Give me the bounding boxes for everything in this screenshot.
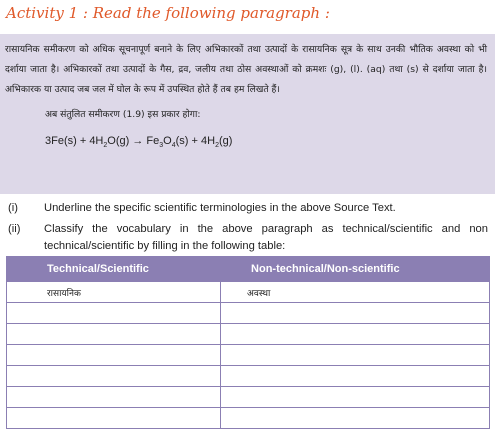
table-header-row	[7, 257, 490, 282]
chemical-equation	[45, 132, 487, 155]
cell-non-technical[interactable]	[221, 366, 490, 387]
table-row	[7, 324, 490, 345]
cell-technical[interactable]	[7, 387, 221, 408]
subscript: 4	[171, 142, 176, 150]
cell-non-technical[interactable]	[221, 387, 490, 408]
cell-technical[interactable]: रासायनिक	[7, 282, 221, 303]
question-text: Classify the vocabulary in the above paragraph as technical/scientific and non technical/scientific by filling in the following table:	[44, 223, 488, 252]
subscript: 3	[159, 142, 164, 150]
equation-intro: अब संतुलित समीकरण (1.9) इस प्रकार होगा:	[45, 109, 201, 120]
equation-part: O(g) → Fe	[107, 135, 160, 147]
cell-technical[interactable]	[7, 366, 221, 387]
equation-part: O	[163, 135, 172, 147]
cell-non-technical[interactable]	[221, 324, 490, 345]
equation-part: 3Fe(s) + 4H	[45, 135, 104, 147]
cell-technical[interactable]	[7, 408, 221, 429]
cell-technical[interactable]	[7, 324, 221, 345]
equation-part: (s) + 4H	[175, 135, 216, 147]
activity-heading: Activity 1 : Read the following paragraph :	[6, 4, 330, 22]
equation-part: (g)	[218, 135, 233, 147]
source-text-box	[0, 34, 495, 194]
question-number: (i)	[8, 202, 18, 214]
table-row	[7, 345, 490, 366]
header-non-technical: Non-technical/Non-scientific	[221, 257, 490, 282]
table-row	[7, 366, 490, 387]
cell-technical[interactable]	[7, 345, 221, 366]
question-text: Underline the specific scientific terminologies in the above Source Text.	[44, 202, 396, 214]
header-technical: Technical/Scientific	[7, 257, 221, 282]
table-row	[7, 282, 490, 303]
source-paragraph: रासायनिक समीकरण को अधिक सूचनापूर्ण बनाने के लिए अभिकारकों तथा उत्पादों के रासायनिक सूत्र के साथ उनकी भौतिक अवस्था को भी दर्शाया जाता है। अभिकारकों तथा उत्पादों के गैस, द्रव, जलीय तथा ठोस अवस्थाओं को क्रमशः (g), (l). (aq) तथा (s) से दर्शाया जाता है। अभिकारक या उत्पाद जब जल में घोल के रूप में उपस्थित होते हैं तब हम लिखते हैं।	[5, 44, 487, 95]
table-row	[7, 408, 490, 429]
cell-non-technical[interactable]	[221, 303, 490, 324]
table-row	[7, 387, 490, 408]
cell-technical[interactable]	[7, 303, 221, 324]
cell-non-technical[interactable]	[221, 408, 490, 429]
vocabulary-table	[6, 256, 490, 429]
cell-non-technical[interactable]: अवस्था	[221, 282, 490, 303]
question-number: (ii)	[8, 223, 21, 235]
subscript: 2	[103, 142, 108, 150]
subscript: 2	[215, 142, 219, 150]
cell-non-technical[interactable]	[221, 345, 490, 366]
table-row	[7, 303, 490, 324]
